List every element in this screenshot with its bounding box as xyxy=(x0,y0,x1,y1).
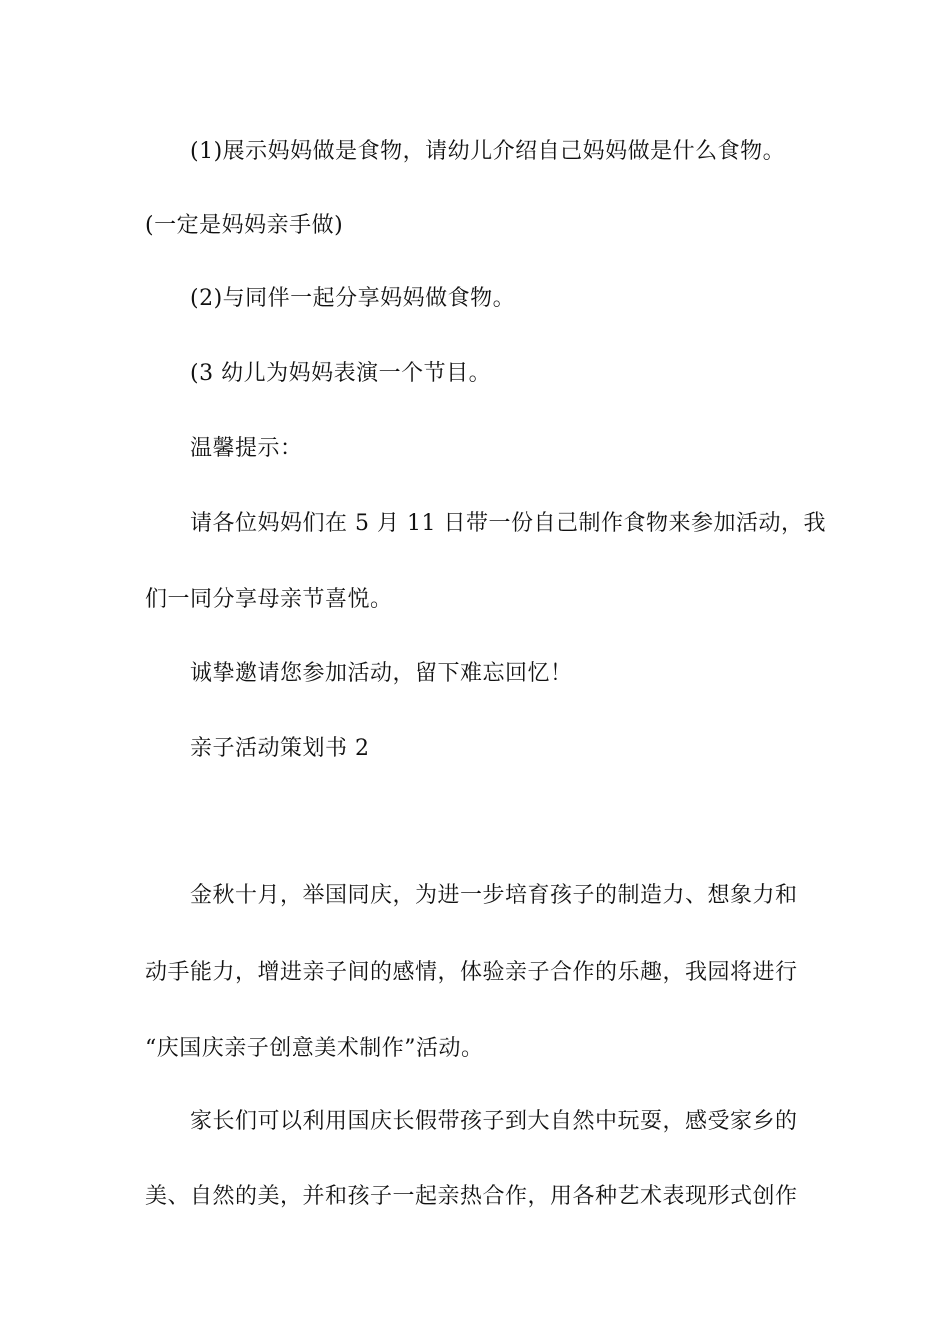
paragraph-line: 诚挚邀请您参加活动，留下难忘回忆！ xyxy=(190,661,573,686)
paragraph-line: 美、自然的美，并和孩子一起亲热合作，用各种艺术表现形式创作 xyxy=(145,1184,798,1209)
paragraph-line: 家长们可以利用国庆长假带孩子到大自然中玩耍，感受家乡的 xyxy=(190,1109,798,1134)
paragraph-line: 请各位妈妈们在 5 月 11 日带一份自己制作食物来参加活动，我 xyxy=(190,511,826,536)
paragraph-line: (一定是妈妈亲手做) xyxy=(145,213,344,238)
paragraph-line: 动手能力，增进亲子间的感情，体验亲子合作的乐趣，我园将进行 xyxy=(145,960,798,985)
paragraph-line: 们一同分享母亲节喜悦。 xyxy=(145,587,393,612)
paragraph-line: 金秋十月，举国同庆，为进一步培育孩子的制造力、想象力和 xyxy=(190,883,798,908)
paragraph-heading: 温馨提示： xyxy=(190,436,303,461)
paragraph-line: “庆国庆亲子创意美术制作”活动。 xyxy=(145,1036,484,1061)
section-title: 亲子活动策划书 2 xyxy=(190,736,370,761)
paragraph-line: (3 幼儿为妈妈表演一个节目。 xyxy=(190,361,492,386)
paragraph-line: (2)与同伴一起分享妈妈做食物。 xyxy=(190,286,516,311)
paragraph-line: (1)展示妈妈做是食物，请幼儿介绍自己妈妈做是什么食物。 xyxy=(190,139,786,164)
